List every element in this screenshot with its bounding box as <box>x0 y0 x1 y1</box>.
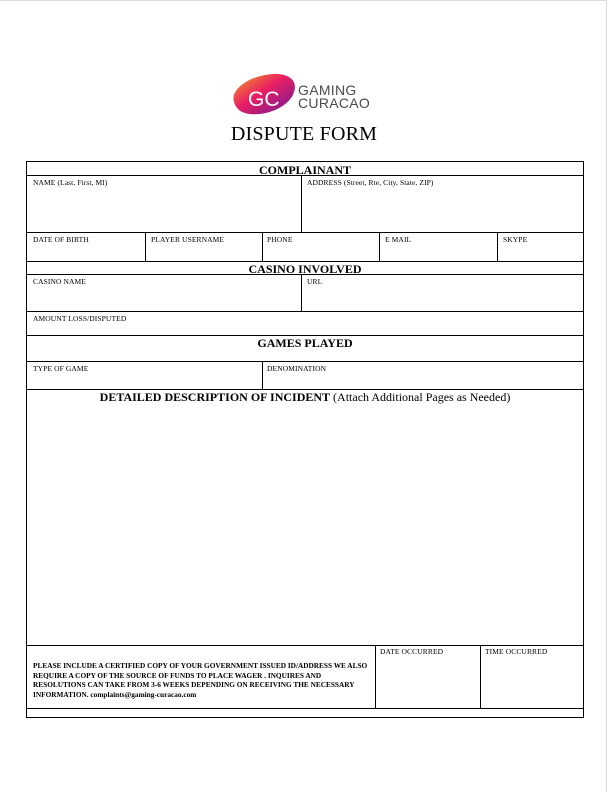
rule <box>27 311 583 312</box>
dispute-form <box>26 161 584 718</box>
email-field[interactable]: E MAIL <box>385 235 412 244</box>
divider <box>262 232 263 261</box>
skype-field[interactable]: SKYPE <box>503 235 528 244</box>
logo-wordmark <box>298 84 370 110</box>
rule <box>27 708 583 709</box>
casino-name-field[interactable]: CASINO NAME <box>33 277 86 286</box>
time-occurred-field[interactable]: TIME OCCURRED <box>485 647 548 656</box>
divider <box>301 274 302 311</box>
name-field[interactable]: NAME (Last, First, MI) <box>33 178 108 187</box>
description-title: DETAILED DESCRIPTION OF INCIDENT <box>99 390 331 404</box>
url-field[interactable]: URL <box>307 277 323 286</box>
section-games-played: GAMES PLAYED <box>257 336 353 350</box>
divider <box>497 232 498 261</box>
address-field[interactable]: ADDRESS (Street, Rte, City, State, ZIP) <box>307 178 434 187</box>
type-of-game-field[interactable]: TYPE OF GAME <box>33 364 89 373</box>
date-occurred-field[interactable]: DATE OCCURRED <box>380 647 444 656</box>
denomination-field[interactable]: DENOMINATION <box>267 364 327 373</box>
rule <box>27 232 583 233</box>
amount-disputed-field[interactable]: AMOUNT LOSS/DISPUTED <box>33 314 127 323</box>
divider <box>145 232 146 261</box>
player-username-field[interactable]: PLAYER USERNAME <box>151 235 225 244</box>
divider <box>379 232 380 261</box>
logo-mark-icon <box>228 72 298 118</box>
rule <box>27 361 583 362</box>
gaming-curacao-logo <box>228 72 388 118</box>
page-title: DISPUTE FORM <box>230 123 378 145</box>
description-note: (Attach Additional Pages as Needed) <box>333 390 511 404</box>
date-of-birth-field[interactable]: DATE OF BIRTH <box>33 235 89 244</box>
section-casino-involved: CASINO INVOLVED <box>248 262 362 276</box>
rule <box>27 645 583 646</box>
divider <box>301 175 302 232</box>
divider <box>480 645 481 708</box>
phone-field[interactable]: PHONE <box>267 235 293 244</box>
logo-line2: CURACAO <box>298 95 371 111</box>
section-description <box>27 390 583 405</box>
divider <box>262 361 263 389</box>
divider <box>375 645 376 708</box>
logo-line1: GAMING <box>298 82 357 98</box>
logo-monogram: GC <box>248 88 280 111</box>
footer-instructions: PLEASE INCLUDE A CERTIFIED COPY OF YOUR GOVERNMENT ISSUED ID/ADDRESS WE ALSO REQUIRE A COPY OF THE SOURCE OF FUNDS TO PLACE WAGER . INQUIRES AND RESOLUTIONS CAN TAKE FROM 3-6 WEEKS DEPENDING ON RECEIVING THE NECESSARY INFORMATION. complaints@gaming-curacao.com <box>33 661 368 699</box>
section-complainant: COMPLAINANT <box>259 163 351 177</box>
